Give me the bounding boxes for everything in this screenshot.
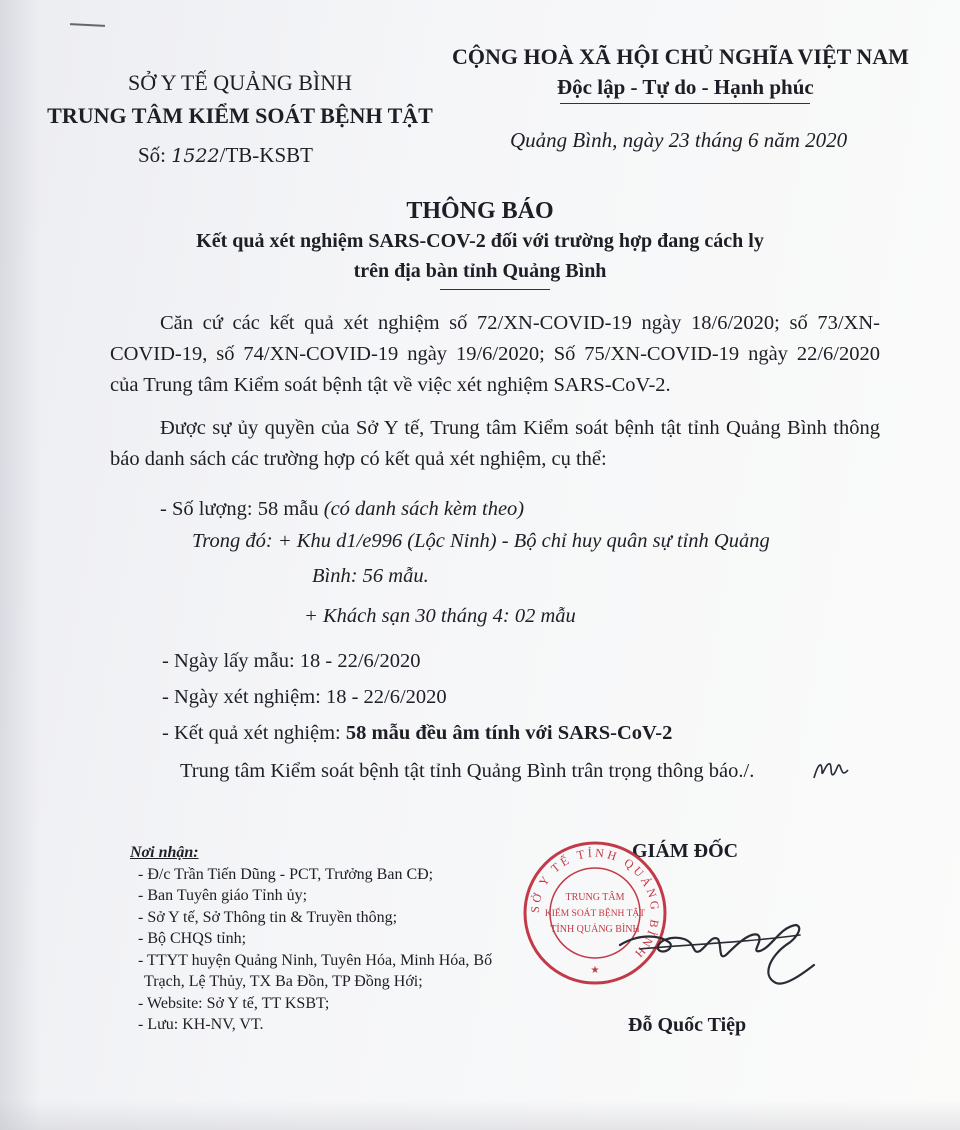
recipient-item: - Ban Tuyên giáo Tỉnh ủy;: [138, 887, 308, 904]
closing-line: Trung tâm Kiểm soát bệnh tật tỉnh Quảng Bình trân trọng thông báo./.: [180, 760, 755, 782]
org-name: TRUNG TÂM KIỂM SOÁT BỆNH TẬT: [47, 103, 433, 128]
quantity-label: - Số lượng: 58 mẫu: [160, 498, 319, 520]
seal-star-icon: ★: [590, 965, 600, 976]
recipient-item: - TTYT huyện Quảng Ninh, Tuyên Hóa, Minh Hóa, Bố Trạch, Lệ Thủy, TX Ba Đồn, TP Đồng Hới;: [138, 951, 493, 990]
item-collection-date: - Ngày lấy mẫu: 18 - 22/6/2020: [162, 650, 421, 672]
recipients-heading: Nơi nhận:: [130, 844, 199, 861]
national-motto: Độc lập - Tự do - Hạnh phúc: [557, 75, 814, 99]
recipient-item: - Website: Sở Y tế, TT KSBT;: [138, 994, 330, 1012]
recipients-list: [130, 842, 520, 1036]
signer-title: GIÁM ĐỐC: [632, 840, 739, 862]
paragraph-basis: Căn cứ các kết quả xét nghiệm số 72/XN-COVID-19 ngày 18/6/2020; số 73/XN-COVID-19, số 74/XN-COVID-19 ngày 19/6/2020; Số 75/XN-COVID-19 ngày 22/6/2020 của Trung tâm Kiểm soát bệnh tật về việc xét nghiệm SARS-CoV-2.: [110, 312, 880, 396]
recipient-item: - Bộ CHQS tỉnh;: [138, 930, 247, 947]
place-date-prefix: Quảng Bình, ngày: [510, 128, 664, 152]
subtitle-underline: [440, 289, 550, 290]
item-test-date: - Ngày xét nghiệm: 18 - 22/6/2020: [162, 686, 447, 708]
sub-item-1-line-2: Bình: 56 mẫu.: [312, 565, 429, 587]
subtitle-line-2: trên địa bàn tỉnh Quảng Bình: [353, 260, 607, 282]
item-result: [162, 722, 672, 745]
document-number: [138, 143, 313, 168]
number-prefix: Số:: [138, 143, 167, 167]
initials-mark: [810, 756, 850, 784]
paragraph-authorization: Được sự ủy quyền của Sở Y tế, Trung tâm Kiểm soát bệnh tật tỉnh Quảng Bình thông báo danh sách các trường hợp có kết quả xét nghiệm, cụ thể:: [110, 417, 880, 470]
subtitle-line-1: Kết quả xét nghiệm SARS-COV-2 đối với trường hợp đang cách ly: [196, 230, 764, 252]
place-date-suffix: tháng 6 năm 2020: [694, 128, 848, 152]
org-parent: SỞ Y TẾ QUẢNG BÌNH: [127, 70, 353, 95]
recipient-item: - Lưu: KH-NV, VT.: [138, 1016, 264, 1033]
seal-center-line-2: KIỂM SOÁT BỆNH TẬT: [544, 909, 646, 919]
scan-mark: [70, 23, 105, 27]
result-value: 58 mẫu đều âm tính với SARS-CoV-2: [345, 722, 673, 744]
place-date: [510, 128, 847, 153]
document-title: THÔNG BÁO: [406, 198, 554, 224]
signer-name: Đỗ Quốc Tiệp: [628, 1014, 747, 1036]
result-label: - Kết quả xét nghiệm:: [162, 722, 341, 744]
number-suffix: /TB-KSBT: [219, 143, 313, 167]
paper-shadow-left: [0, 0, 40, 1130]
handwritten-signature: [600, 905, 830, 995]
sub-item-1-line-1: Trong đó: + Khu d1/e996 (Lộc Ninh) - Bộ chỉ huy quân sự tỉnh Quảng: [192, 530, 770, 552]
quantity-note: (có danh sách kèm theo): [323, 498, 525, 520]
seal-ring-text: SỞ Y TẾ TỈNH QUẢNG BÌNH: [527, 845, 663, 963]
seal-center-line-1: TRUNG TÂM: [565, 892, 625, 903]
item-quantity: [160, 498, 524, 521]
sub-item-2: + Khách sạn 30 tháng 4: 02 mẫu: [304, 605, 576, 627]
seal-center-line-3: TỈNH QUẢNG BÌNH: [550, 924, 640, 935]
day-handwritten: 23: [668, 128, 690, 152]
number-handwritten: 1522: [171, 145, 220, 167]
motto-underline: [560, 103, 810, 104]
national-title: CỘNG HOÀ XÃ HỘI CHỦ NGHĨA VIỆT NAM: [452, 44, 909, 69]
recipient-item: - Sở Y tế, Sở Thông tin & Truyền thông;: [138, 908, 398, 926]
recipient-item: - Đ/c Trần Tiến Dũng - PCT, Trưởng Ban CĐ;: [138, 865, 434, 883]
paper-shadow-bottom: [0, 1100, 960, 1130]
